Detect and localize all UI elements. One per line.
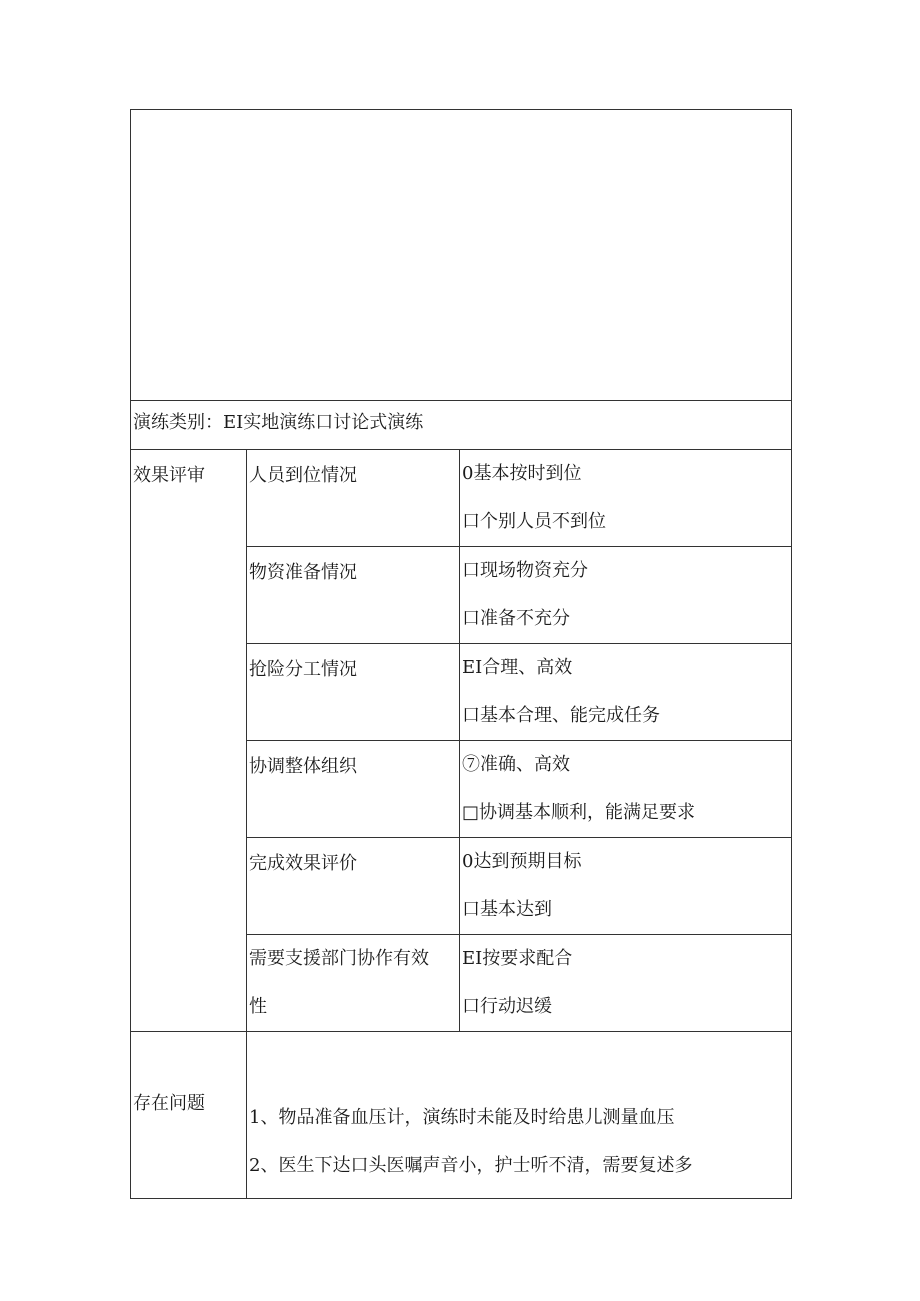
blank-area-row (131, 110, 792, 401)
eval-item-cell (247, 935, 460, 1032)
issues-label-cell (131, 1032, 247, 1199)
eval-option[interactable]: 口基本达到 (462, 899, 552, 920)
issue-item: 2、医生下达口头医嘱声音小，护士听不清，需要复述多 (249, 1155, 693, 1176)
eval-option[interactable]: EI按要求配合 (462, 948, 573, 969)
eval-label: 效果评审 (133, 465, 205, 486)
eval-options-cell (460, 644, 792, 741)
eval-options-cell (460, 450, 792, 547)
drill-type-row (131, 401, 792, 450)
eval-option[interactable]: □协调基本顺利，能满足要求 (462, 802, 696, 823)
eval-option[interactable]: 0基本按时到位 (462, 463, 582, 484)
eval-item-cell (247, 547, 460, 644)
eval-item: 抢险分工情况 (249, 659, 357, 680)
eval-item-cell (247, 644, 460, 741)
eval-row-1 (131, 450, 792, 547)
eval-item: 物资准备情况 (249, 562, 357, 583)
eval-option[interactable]: 口基本合理、能完成任务 (462, 705, 660, 726)
eval-item-cell (247, 741, 460, 838)
eval-options-cell (460, 741, 792, 838)
eval-options-cell (460, 838, 792, 935)
eval-label-cell (131, 450, 247, 1032)
eval-option[interactable]: 口行动迟缓 (462, 996, 552, 1017)
eval-item: 协调整体组织 (249, 756, 357, 777)
drill-evaluation-form (130, 109, 792, 1199)
eval-option[interactable]: 口现场物资充分 (462, 560, 588, 581)
eval-options-cell (460, 547, 792, 644)
eval-item: 完成效果评价 (249, 853, 357, 874)
eval-option[interactable]: 口个别人员不到位 (462, 511, 606, 532)
issues-content-cell (247, 1032, 792, 1199)
eval-option[interactable]: EI合理、高效 (462, 657, 573, 678)
eval-option[interactable]: 0达到预期目标 (462, 851, 582, 872)
drill-type-cell (131, 401, 792, 450)
eval-option[interactable]: 口准备不充分 (462, 608, 570, 629)
eval-item-cell (247, 450, 460, 547)
blank-area-cell (131, 110, 792, 401)
eval-option[interactable]: ⑦准确、高效 (462, 754, 570, 775)
issues-label: 存在问题 (133, 1093, 205, 1114)
drill-type-text: 演练类别：EI实地演练口讨论式演练 (133, 412, 424, 433)
eval-item: 人员到位情况 (249, 465, 357, 486)
eval-options-cell (460, 935, 792, 1032)
eval-item-cell (247, 838, 460, 935)
issues-row (131, 1032, 792, 1199)
issues-list (247, 1032, 791, 1198)
eval-item: 需要支援部门协作有效性 (249, 948, 429, 1017)
issue-item: 1、物品准备血压计，演练时未能及时给患儿测量血压 (249, 1107, 675, 1128)
